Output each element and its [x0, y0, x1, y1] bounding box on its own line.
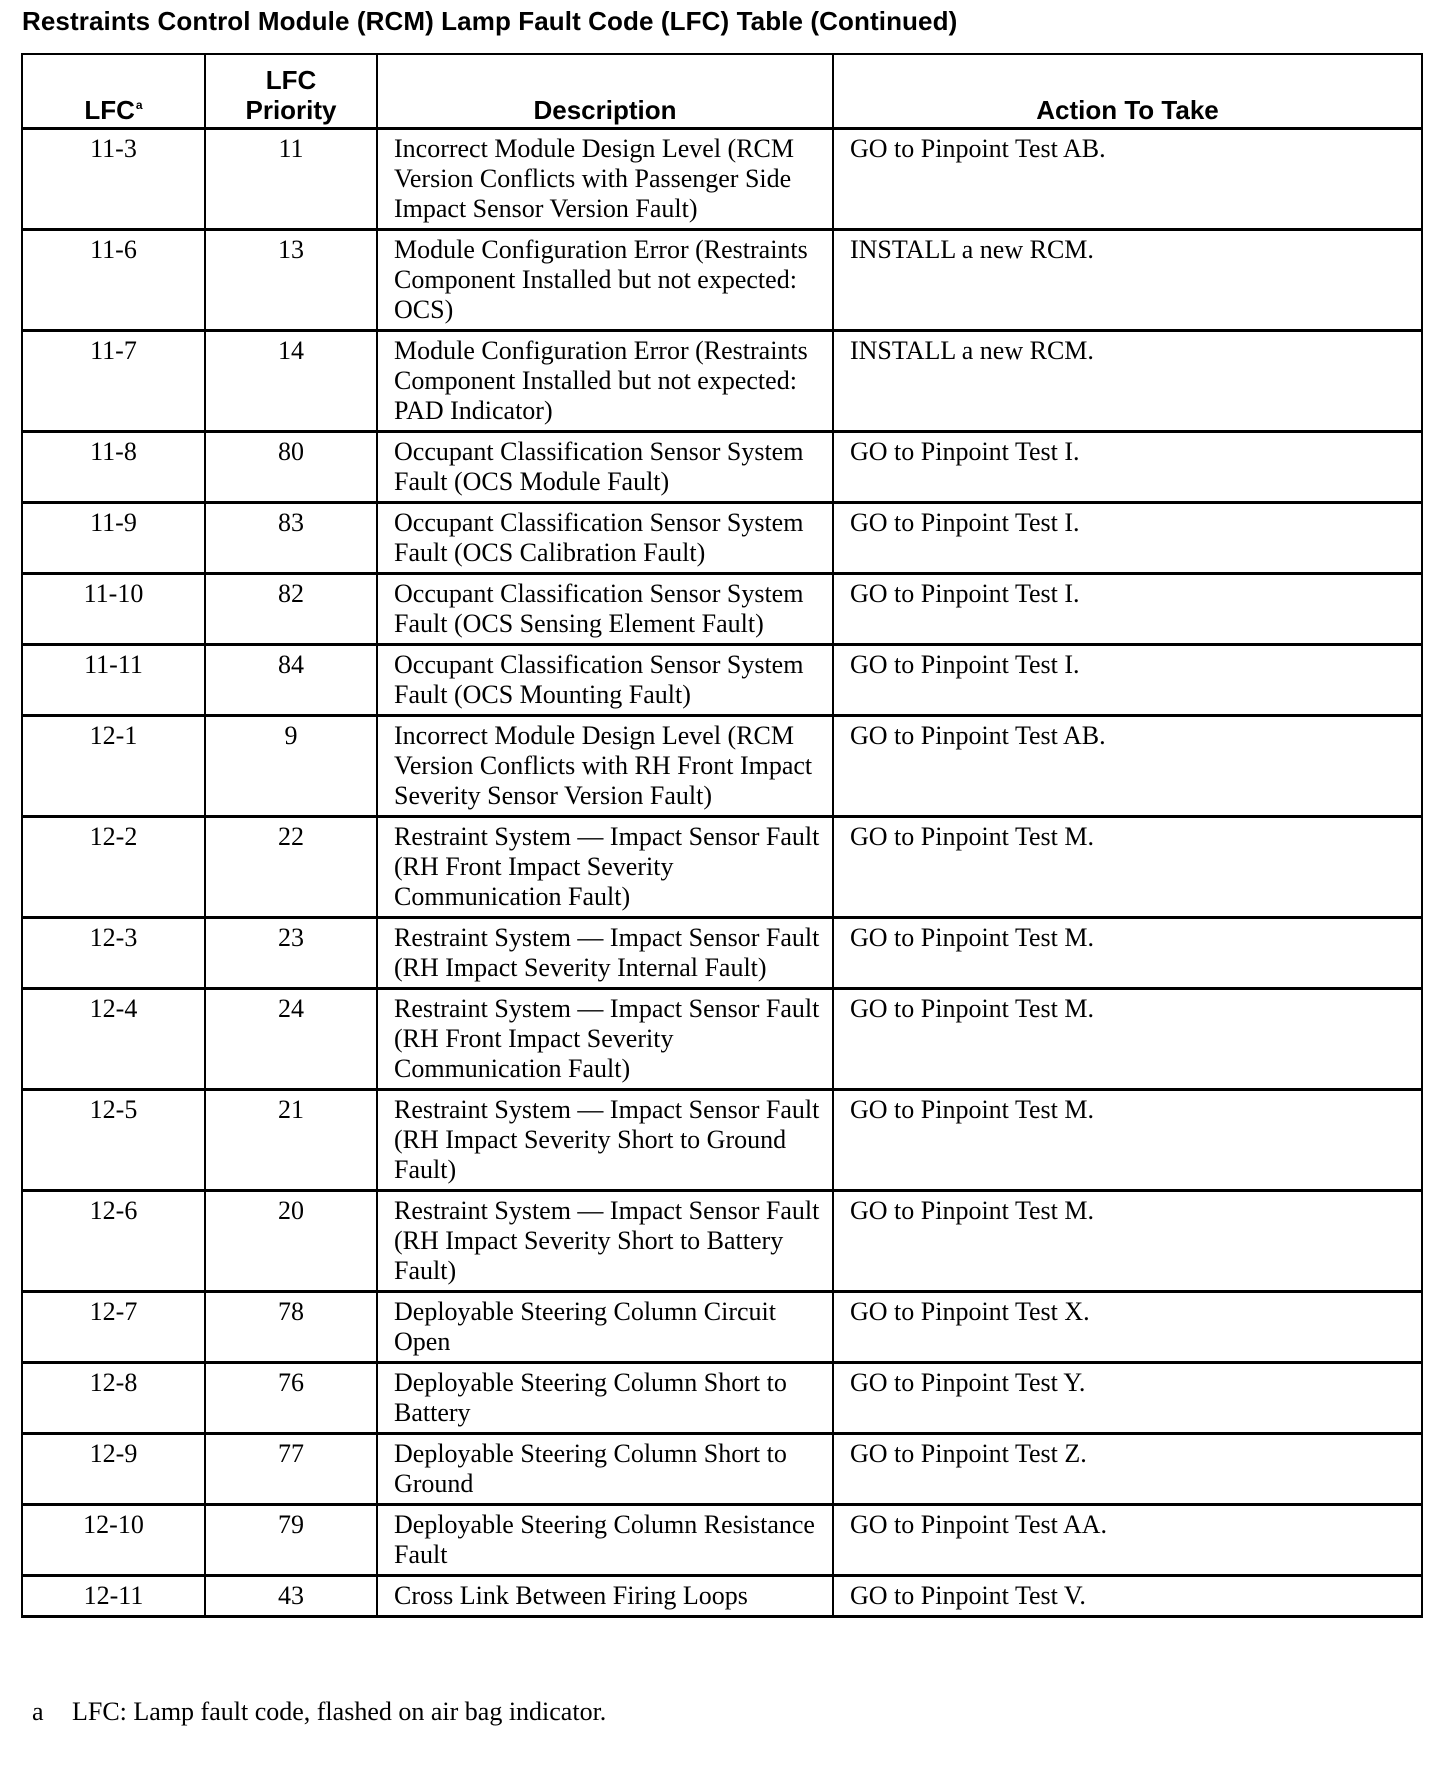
cell-lfc: 12-8 — [22, 1363, 205, 1434]
cell-description: Restraint System — Impact Sensor Fault (RH Front Impact Severity Communication Fault) — [377, 989, 833, 1090]
cell-lfc: 12-1 — [22, 716, 205, 817]
page-title: Restraints Control Module (RCM) Lamp Fault Code (LFC) Table (Continued) — [22, 6, 958, 36]
footnote-text: LFC: Lamp fault code, flashed on air bag indicator. — [72, 1697, 607, 1726]
cell-description: Occupant Classification Sensor System Fault (OCS Module Fault) — [377, 432, 833, 503]
cell-priority: 76 — [205, 1363, 377, 1434]
cell-action: GO to Pinpoint Test X. — [833, 1292, 1422, 1363]
table-row — [22, 1191, 1422, 1292]
cell-priority: 43 — [205, 1576, 377, 1617]
table-row — [22, 503, 1422, 574]
cell-lfc: 12-3 — [22, 918, 205, 989]
cell-priority: 11 — [205, 129, 377, 230]
table-row — [22, 1292, 1422, 1363]
lfc-table — [21, 53, 1423, 1618]
table-row — [22, 574, 1422, 645]
table-row — [22, 645, 1422, 716]
cell-description: Module Configuration Error (Restraints Component Installed but not expected: OCS) — [377, 230, 833, 331]
cell-description: Occupant Classification Sensor System Fault (OCS Mounting Fault) — [377, 645, 833, 716]
cell-priority: 13 — [205, 230, 377, 331]
header-lfc-label: LFC — [84, 95, 135, 125]
header-lfc-priority — [205, 54, 377, 129]
cell-action: GO to Pinpoint Test M. — [833, 918, 1422, 989]
cell-priority: 22 — [205, 817, 377, 918]
cell-priority: 84 — [205, 645, 377, 716]
cell-priority: 24 — [205, 989, 377, 1090]
cell-action: GO to Pinpoint Test I. — [833, 432, 1422, 503]
cell-description: Incorrect Module Design Level (RCM Version Conflicts with RH Front Impact Severity Sensor Version Fault) — [377, 716, 833, 817]
table-row — [22, 1505, 1422, 1576]
cell-lfc: 12-9 — [22, 1434, 205, 1505]
cell-lfc: 11-8 — [22, 432, 205, 503]
cell-action: GO to Pinpoint Test I. — [833, 645, 1422, 716]
cell-description: Occupant Classification Sensor System Fault (OCS Sensing Element Fault) — [377, 574, 833, 645]
cell-priority: 77 — [205, 1434, 377, 1505]
cell-priority: 80 — [205, 432, 377, 503]
cell-lfc: 11-6 — [22, 230, 205, 331]
header-description: Description — [377, 54, 833, 129]
cell-lfc: 12-6 — [22, 1191, 205, 1292]
cell-lfc: 12-7 — [22, 1292, 205, 1363]
cell-action: GO to Pinpoint Test AA. — [833, 1505, 1422, 1576]
table-row — [22, 432, 1422, 503]
header-priority-line2: Priority — [245, 95, 337, 125]
cell-action: GO to Pinpoint Test Z. — [833, 1434, 1422, 1505]
cell-action: GO to Pinpoint Test AB. — [833, 716, 1422, 817]
cell-lfc: 11-7 — [22, 331, 205, 432]
cell-lfc: 12-2 — [22, 817, 205, 918]
footnote-letter: a — [32, 1697, 44, 1726]
cell-lfc: 12-10 — [22, 1505, 205, 1576]
table-row — [22, 1363, 1422, 1434]
cell-description: Deployable Steering Column Short to Ground — [377, 1434, 833, 1505]
cell-description: Restraint System — Impact Sensor Fault (RH Impact Severity Internal Fault) — [377, 918, 833, 989]
cell-action: GO to Pinpoint Test M. — [833, 1191, 1422, 1292]
cell-description: Restraint System — Impact Sensor Fault (RH Impact Severity Short to Ground Fault) — [377, 1090, 833, 1191]
table-header-row — [22, 54, 1422, 129]
table-row — [22, 817, 1422, 918]
footnote — [32, 1697, 606, 1727]
cell-lfc: 12-4 — [22, 989, 205, 1090]
header-lfc — [22, 54, 205, 129]
cell-lfc: 12-5 — [22, 1090, 205, 1191]
cell-lfc: 11-10 — [22, 574, 205, 645]
cell-action: GO to Pinpoint Test I. — [833, 574, 1422, 645]
cell-action: GO to Pinpoint Test Y. — [833, 1363, 1422, 1434]
cell-priority: 82 — [205, 574, 377, 645]
table-row — [22, 1434, 1422, 1505]
table-row — [22, 716, 1422, 817]
cell-lfc: 11-3 — [22, 129, 205, 230]
header-lfc-footnote-marker: a — [135, 98, 143, 112]
cell-action: GO to Pinpoint Test I. — [833, 503, 1422, 574]
cell-action: INSTALL a new RCM. — [833, 331, 1422, 432]
cell-action: GO to Pinpoint Test AB. — [833, 129, 1422, 230]
cell-priority: 21 — [205, 1090, 377, 1191]
cell-description: Restraint System — Impact Sensor Fault (RH Front Impact Severity Communication Fault) — [377, 817, 833, 918]
cell-description: Incorrect Module Design Level (RCM Version Conflicts with Passenger Side Impact Sensor Version Fault) — [377, 129, 833, 230]
cell-lfc: 12-11 — [22, 1576, 205, 1617]
cell-priority: 20 — [205, 1191, 377, 1292]
cell-description: Restraint System — Impact Sensor Fault (RH Impact Severity Short to Battery Fault) — [377, 1191, 833, 1292]
cell-description: Deployable Steering Column Short to Battery — [377, 1363, 833, 1434]
cell-action: INSTALL a new RCM. — [833, 230, 1422, 331]
cell-description: Deployable Steering Column Resistance Fault — [377, 1505, 833, 1576]
cell-action: GO to Pinpoint Test V. — [833, 1576, 1422, 1617]
table-row — [22, 129, 1422, 230]
cell-lfc: 11-11 — [22, 645, 205, 716]
cell-priority: 23 — [205, 918, 377, 989]
table-row — [22, 989, 1422, 1090]
cell-description: Occupant Classification Sensor System Fault (OCS Calibration Fault) — [377, 503, 833, 574]
cell-lfc: 11-9 — [22, 503, 205, 574]
table-row — [22, 1576, 1422, 1617]
cell-priority: 14 — [205, 331, 377, 432]
cell-priority: 79 — [205, 1505, 377, 1576]
header-priority-line1: LFC — [265, 65, 317, 95]
cell-description: Cross Link Between Firing Loops — [377, 1576, 833, 1617]
cell-action: GO to Pinpoint Test M. — [833, 817, 1422, 918]
table-row — [22, 918, 1422, 989]
cell-priority: 83 — [205, 503, 377, 574]
table-row — [22, 230, 1422, 331]
cell-priority: 78 — [205, 1292, 377, 1363]
cell-description: Deployable Steering Column Circuit Open — [377, 1292, 833, 1363]
table-row — [22, 1090, 1422, 1191]
cell-action: GO to Pinpoint Test M. — [833, 989, 1422, 1090]
header-action: Action To Take — [833, 54, 1422, 129]
cell-description: Module Configuration Error (Restraints Component Installed but not expected: PAD Indicator) — [377, 331, 833, 432]
cell-priority: 9 — [205, 716, 377, 817]
table-row — [22, 331, 1422, 432]
cell-action: GO to Pinpoint Test M. — [833, 1090, 1422, 1191]
